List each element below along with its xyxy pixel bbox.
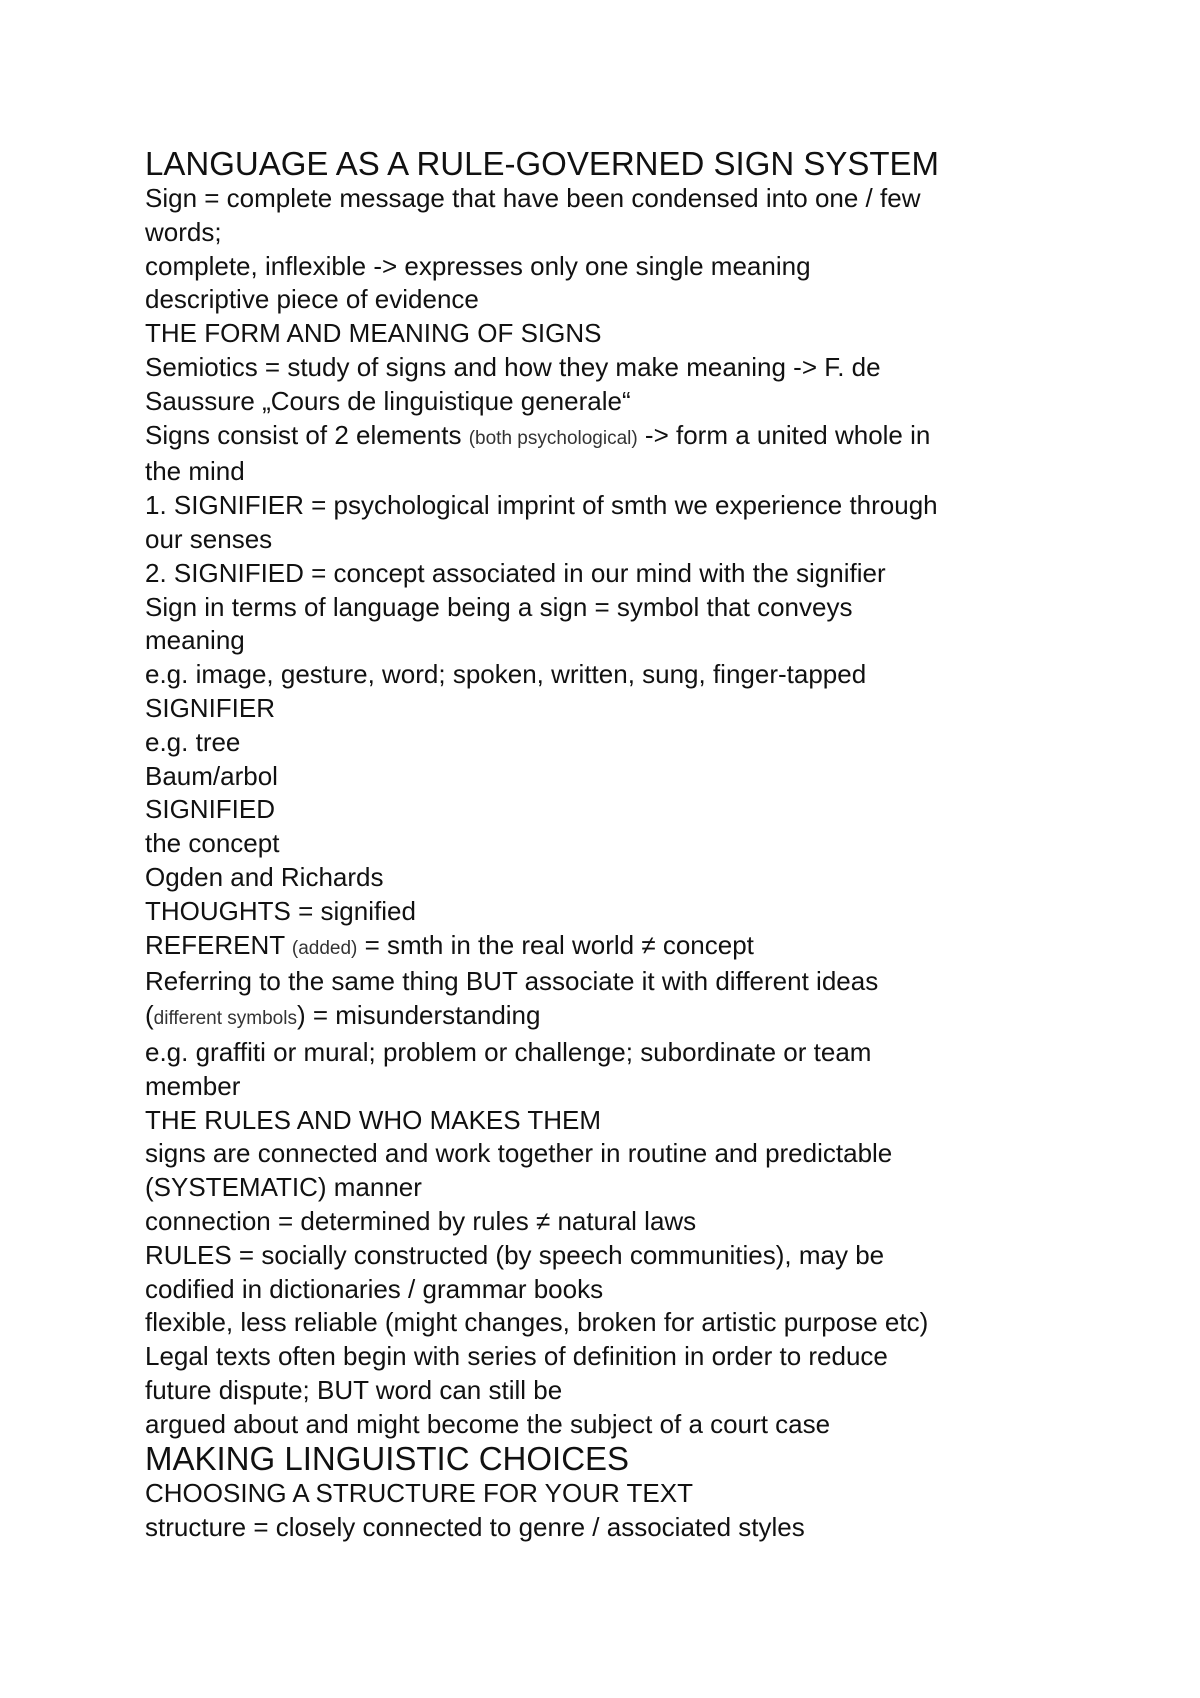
text-line: THE FORM AND MEANING OF SIGNS bbox=[145, 318, 602, 349]
text-line: e.g. image, gesture, word; spoken, written, sung, finger-tapped bbox=[145, 659, 867, 690]
text-line: (SYSTEMATIC) manner bbox=[145, 1172, 422, 1203]
text-line bbox=[145, 419, 1075, 456]
text-line bbox=[145, 999, 1075, 1036]
text-line: Baum/arbol bbox=[145, 760, 278, 791]
text-line: our senses bbox=[145, 523, 273, 554]
text-line: e.g. graffiti or mural; problem or challenge; subordinate or team bbox=[145, 1036, 872, 1067]
text-line: words; bbox=[145, 216, 222, 247]
text-segment: REFERENT bbox=[145, 929, 292, 960]
parenthetical-note: (added) bbox=[291, 937, 358, 959]
text-line: member bbox=[145, 1070, 241, 1101]
text-line: THOUGHTS = signified bbox=[145, 895, 416, 926]
text-line: flexible, less reliable (might changes, broken for artistic purpose etc) bbox=[145, 1307, 929, 1338]
text-line: connection = determined by rules ≠ natural laws bbox=[145, 1205, 697, 1236]
text-line: 2. SIGNIFIED = concept associated in our mind with the signifier bbox=[145, 557, 886, 588]
text-line: Sign = complete message that have been condensed into one / few bbox=[145, 183, 921, 213]
text-line: argued about and might become the subject of a court case bbox=[145, 1408, 831, 1439]
text-line: the concept bbox=[145, 828, 280, 859]
text-line: SIGNIFIED bbox=[145, 794, 276, 825]
text-line: structure = closely connected to genre / associated styles bbox=[145, 1512, 805, 1543]
parenthetical-note: (both psychological) bbox=[468, 427, 638, 449]
text-line: signs are connected and work together in routine and predictable bbox=[145, 1138, 893, 1169]
text-line: Saussure „Cours de linguistique generale“ bbox=[145, 385, 631, 416]
text-line: future dispute; BUT word can still be bbox=[145, 1374, 563, 1405]
text-line: e.g. tree bbox=[145, 726, 241, 757]
text-segment: Signs consist of 2 elements bbox=[145, 419, 469, 450]
text-line: meaning bbox=[145, 625, 245, 656]
text-segment: = smth in the real world ≠ concept bbox=[357, 929, 754, 960]
text-line: Semiotics = study of signs and how they make meaning -> F. de bbox=[145, 351, 881, 382]
text-line: THE RULES AND WHO MAKES THEM bbox=[145, 1104, 602, 1135]
text-line bbox=[145, 929, 1075, 966]
text-line: Sign in terms of language being a sign = symbol that conveys bbox=[145, 591, 853, 622]
text-line: Referring to the same thing BUT associate it with different ideas bbox=[145, 966, 879, 997]
text-line: codified in dictionaries / grammar books bbox=[145, 1273, 604, 1304]
text-line: descriptive piece of evidence bbox=[145, 284, 479, 315]
text-segment: ) = misunderstanding bbox=[296, 1000, 541, 1031]
text-line: SIGNIFIER bbox=[145, 692, 276, 723]
text-segment: -> form a united whole in bbox=[637, 419, 931, 450]
section-heading: LANGUAGE AS A RULE-GOVERNED SIGN SYSTEM bbox=[145, 145, 940, 182]
text-line: 1. SIGNIFIER = psychological imprint of smth we experience through bbox=[145, 490, 938, 521]
text-line: complete, inflexible -> expresses only one single meaning bbox=[145, 250, 811, 281]
text-segment: ( bbox=[145, 1000, 154, 1031]
text-line: Ogden and Richards bbox=[145, 861, 384, 892]
text-line: CHOOSING A STRUCTURE FOR YOUR TEXT bbox=[145, 1478, 693, 1509]
text-line: the mind bbox=[145, 456, 245, 487]
section-heading: MAKING LINGUISTIC CHOICES bbox=[145, 1440, 630, 1478]
text-line: Legal texts often begin with series of definition in order to reduce bbox=[145, 1341, 888, 1372]
text-line: RULES = socially constructed (by speech communities), may be bbox=[145, 1239, 885, 1270]
parenthetical-note: different symbols bbox=[153, 1008, 297, 1030]
document-body bbox=[145, 146, 1075, 1545]
